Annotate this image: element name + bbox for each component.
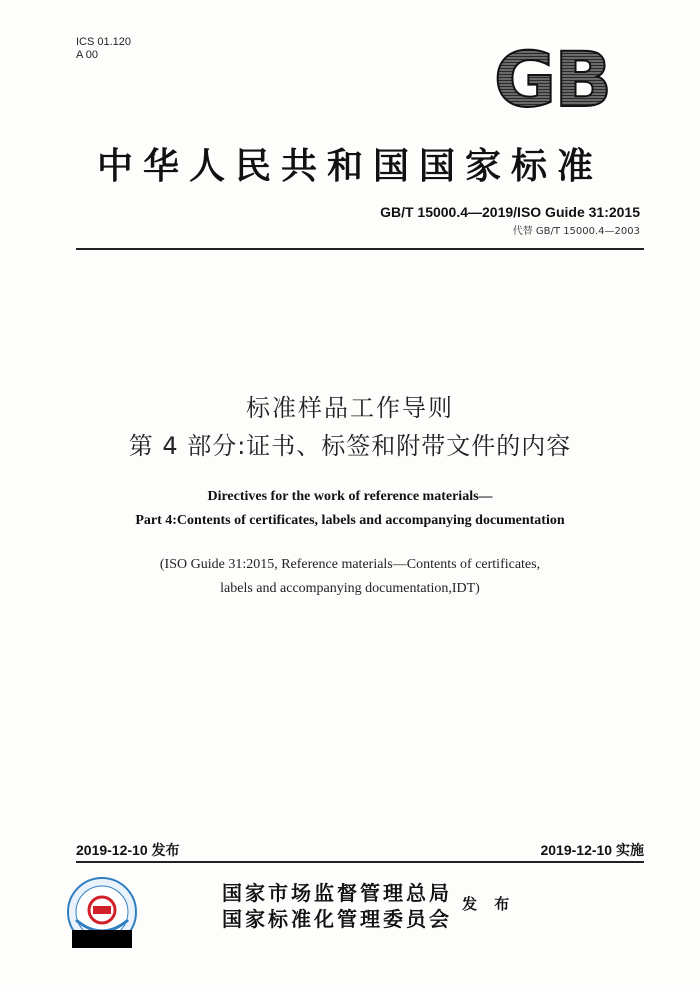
english-title-line-2: Part 4:Contents of certificates, labels and accompanying documentation (135, 513, 565, 528)
chinese-title-line-2: 第 4 部分:证书、标签和附带文件的内容 (128, 432, 572, 460)
ics-code: ICS 01.120 (76, 36, 132, 48)
replaces-standard: 代替 GB/T 15000.4—2003 (512, 226, 640, 237)
issuer-line-2: 国家标准化管理委员会 (222, 907, 452, 931)
chinese-title-line-1: 标准样品工作导则 (246, 394, 454, 422)
header-divider (76, 248, 644, 250)
footer-divider (76, 861, 644, 863)
standard-number: GB/T 15000.4—2019/ISO Guide 31:2015 (380, 204, 640, 220)
iso-reference-line-2: labels and accompanying documentation,IDT) (220, 581, 480, 596)
iso-reference-line-1: (ISO Guide 31:2015, Reference materials—Contents of certificates, (159, 557, 541, 572)
classification-codes (76, 36, 131, 62)
issued-by-label: 发 布 (462, 895, 516, 913)
english-title-line-1: Directives for the work of reference materials— (207, 489, 493, 504)
national-standard-title: 中华人民共和国国家标准 (96, 145, 603, 187)
implementation-date: 2019-12-10 实施 (540, 842, 644, 858)
ccs-code: A 00 (76, 49, 99, 61)
gb-logo (472, 44, 632, 116)
issue-date: 2019-12-10 发布 (76, 842, 180, 858)
issuer-line-1: 国家市场监督管理总局 (222, 881, 452, 905)
gb-logo-text: GB (493, 44, 611, 116)
redaction-block (72, 930, 132, 948)
issuing-authorities (222, 880, 452, 932)
